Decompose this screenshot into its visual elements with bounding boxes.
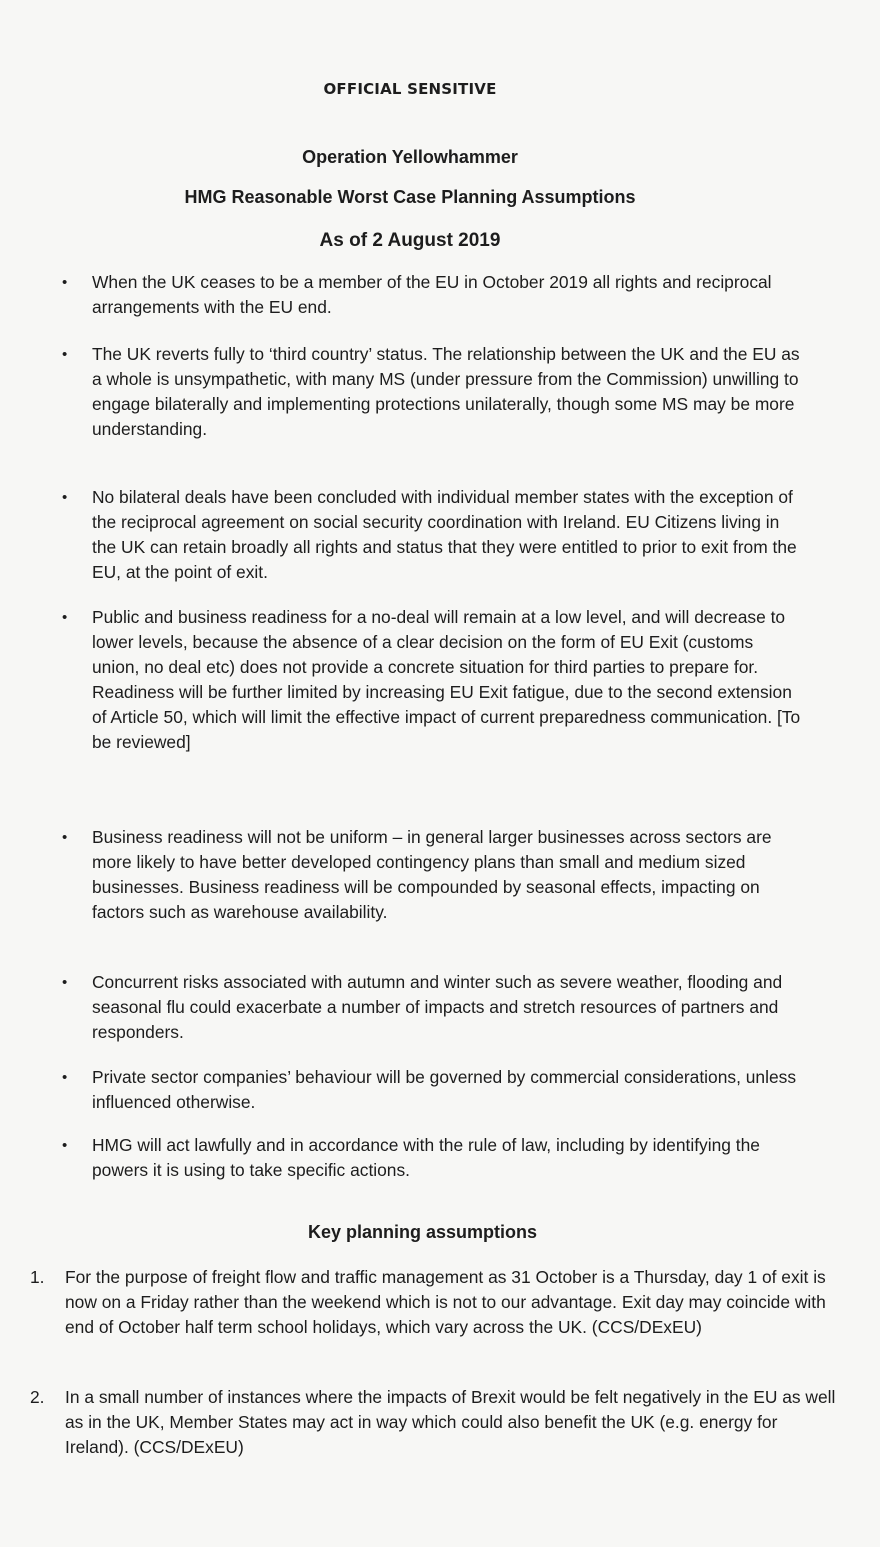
bullet-text: Concurrent risks associated with autumn and winter such as severe weather, flooding and seasonal flu could exacerbate a number of impacts and stretch resources of partners and responders. [92,972,783,1042]
bullet-text: Private sector companies’ behaviour will be governed by commercial considerations, unless influenced otherwise. [92,1067,797,1112]
classification-marking: OFFICIAL SENSITIVE [323,80,497,98]
bullet-item [62,1133,802,1183]
bullet-item [62,342,802,442]
item-text: In a small number of instances where the impacts of Brexit would be felt negatively in the EU as well as in the UK, Member States may act in way which could also benefit the UK (e.g. energy for Ireland). (CCS/DExEU) [65,1387,836,1457]
bullet-text: The UK reverts fully to ‘third country’ status. The relationship between the UK and the EU as a whole is unsympathetic, with many MS (under pressure from the Commission) unwilling to engage bilaterally and implementing protections unilaterally, though some MS may be more understanding. [92,344,800,439]
bullet-marker: • [62,489,68,506]
bullet-item [62,970,802,1045]
bullet-item [62,825,802,925]
key-assumptions-heading: Key planning assumptions [307,1222,538,1242]
bullet-text: No bilateral deals have been concluded with individual member states with the exception of the reciprocal agreement on social security coordination with Ireland. EU Citizens living in the UK can retain broadly all rights and status that they were entitled to prior to exit from the EU, at the point of exit. [92,487,797,582]
item-text: For the purpose of freight flow and traffic management as 31 October is a Thursday, day 1 of exit is now on a Friday rather than the weekend which is not to our advantage. Exit day may coincide with end of October half term school holidays, which vary across the UK. (CCS/DExEU) [65,1267,826,1337]
bullet-item [62,605,802,755]
bullet-marker: • [62,1137,68,1154]
bullet-marker: • [62,1069,68,1086]
bullet-text: HMG will act lawfully and in accordance with the rule of law, including by identifying the powers it is using to take specific actions. [92,1135,760,1180]
bullet-text: Public and business readiness for a no-deal will remain at a low level, and will decrease to lower levels, because the absence of a clear decision on the form of EU Exit (customs union, no deal etc) does not provide a concrete situation for third parties to prepare for. Readiness will be further limited by increasing EU Exit fatigue, due to the second extension of Article 50, which will limit the effective impact of current preparedness communication. [To be reviewed] [92,607,801,752]
bullet-item [62,485,802,585]
bullet-item [62,270,802,320]
document-title: Operation Yellowhammer [302,147,518,167]
bullet-marker: • [62,274,68,291]
document-date: As of 2 August 2019 [319,230,501,251]
item-number: 2. [30,1387,45,1407]
bullet-text: When the UK ceases to be a member of the EU in October 2019 all rights and reciprocal arrangements with the EU end. [92,272,772,317]
document-subtitle: HMG Reasonable Worst Case Planning Assumptions [184,187,636,207]
bullet-marker: • [62,609,68,626]
bullet-marker: • [62,829,68,846]
item-number: 1. [30,1267,45,1287]
bullet-marker: • [62,346,68,363]
bullet-marker: • [62,974,68,991]
numbered-item [30,1385,845,1460]
bullet-text: Business readiness will not be uniform – in general larger businesses across sectors are more likely to have better developed contingency plans than small and medium sized businesses. Business readiness will be compounded by seasonal effects, impacting on factors such as warehouse availability. [92,827,772,922]
numbered-item [30,1265,845,1340]
bullet-item [62,1065,802,1115]
